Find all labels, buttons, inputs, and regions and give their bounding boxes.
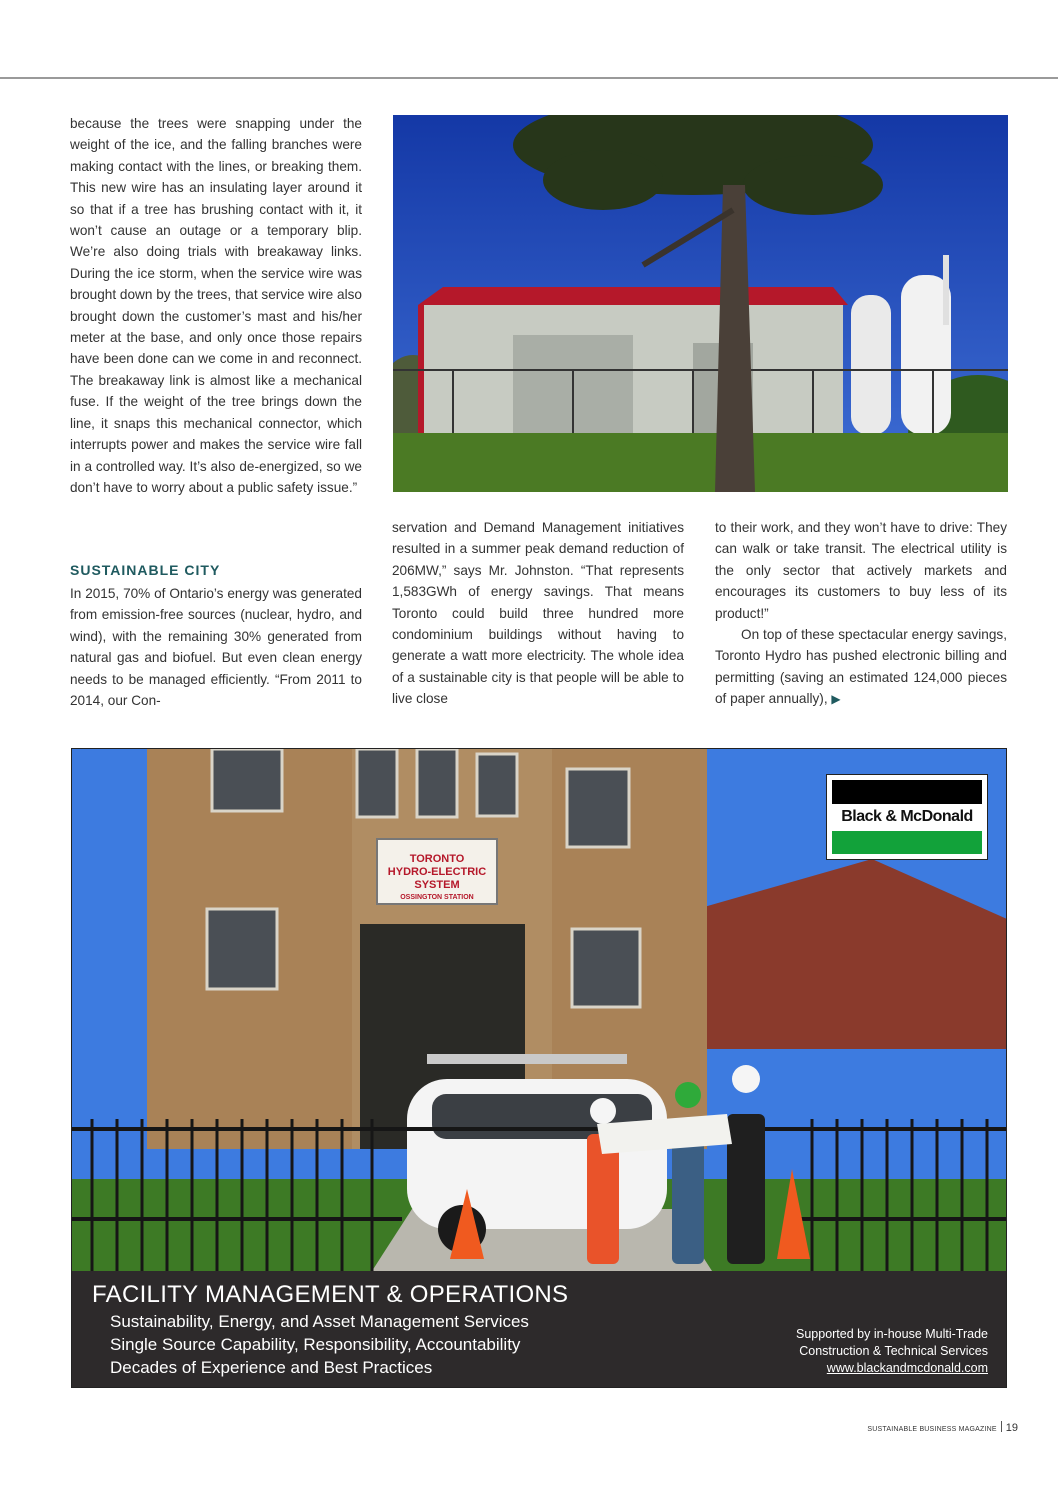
paragraph-ice-storm: because the trees were snapping under the weight of the ice, and the falling branches were making contact with the lines, or breaking them. This new wire has an insulating layer around it so that if a tree has brushing contact with it, it won’t cause an outage or a temporary blip. We’re also doing trials with breakaway links. During the ice storm, when the service wire was brought down by the trees, that service wire also brought down the customer’s mast and his/her meter at the base, and only once those repairs have been done can we come in and reconnect. The breakaway link is almost like a mechanical fuse. If the weight of the tree brings down the line, it snaps this mechanical connector, which interrupts power and makes the service wire fall in a controlled way. It’s also de-energized, so we don’t have to worry about a public safety issue.”	[70, 116, 362, 495]
logo-black-band	[832, 780, 982, 804]
article-column-3	[715, 517, 1007, 711]
ad-text-bar	[72, 1271, 1007, 1388]
ad-support-line-1: Supported by in-house Multi-Trade	[796, 1327, 988, 1341]
section-heading: SUSTAINABLE CITY	[70, 562, 221, 578]
page-number: 19	[1005, 1422, 1018, 1434]
logo-text: Black & McDonald	[841, 808, 973, 825]
svg-text:HYDRO-ELECTRIC: HYDRO-ELECTRIC	[387, 866, 487, 878]
ad-line-1: Sustainability, Energy, and Asset Management Services	[110, 1312, 529, 1331]
svg-text:TORONTO: TORONTO	[409, 853, 465, 865]
ad-headline: FACILITY MANAGEMENT & OPERATIONS	[92, 1281, 569, 1308]
svg-text:SYSTEM: SYSTEM	[414, 879, 460, 891]
svg-text:OSSINGTON STATION: OSSINGTON STATION	[400, 894, 474, 901]
paragraph-utility: to their work, and they won’t have to drive: They can walk or take transit. The electrical utility is the only sector that actively markets and encourages its customers to buy less of its product!”	[715, 520, 1007, 621]
paragraph-savings: On top of these spectacular energy savings, Toronto Hydro has pushed electronic billing and permitting (saving an estimated 124,000 pieces of paper annually), ▶	[715, 627, 1007, 707]
page-footer	[867, 1421, 1018, 1434]
footer-separator	[1001, 1421, 1002, 1432]
ad-url-link[interactable]: www.blackandmcdonald.com	[826, 1361, 988, 1375]
article-column-2	[392, 517, 684, 710]
substation-illustration	[393, 115, 1008, 492]
continue-arrow-icon: ▶	[831, 692, 841, 707]
substation-photo	[393, 115, 1008, 492]
magazine-name: SUSTAINABLE BUSINESS MAGAZINE	[867, 1426, 997, 1433]
paragraph-cdm: servation and Demand Management initiatives resulted in a summer peak demand reduction of 206MW,” says Mr. Johnston. “That represents 1,583GWh of energy savings. That means Toronto could build three hundred more condominium buildings without having to generate a watt more electricity. The whole idea of a sustainable city is that people will be able to live close	[392, 520, 684, 707]
paragraph-ontario-energy: In 2015, 70% of Ontario’s energy was generated from emission-free sources (nuclear, hydro, and wind), with the remaining 30% generated from natural gas and biofuel. But even clean energy needs to be managed efficiently. “From 2011 to 2014, our Con-	[70, 586, 362, 709]
ad-url-wrap	[827, 1361, 988, 1375]
ad-support-line-2: Construction & Technical Services	[799, 1344, 988, 1358]
logo-green-band	[832, 831, 982, 854]
ad-line-3: Decades of Experience and Best Practices	[110, 1358, 433, 1377]
top-rule	[0, 77, 1058, 79]
ad-line-2: Single Source Capability, Responsibility, Accountability	[110, 1335, 521, 1354]
black-mcdonald-logo	[826, 774, 988, 860]
article-column-1-bottom	[70, 560, 362, 711]
article-column-1-top	[70, 113, 362, 498]
